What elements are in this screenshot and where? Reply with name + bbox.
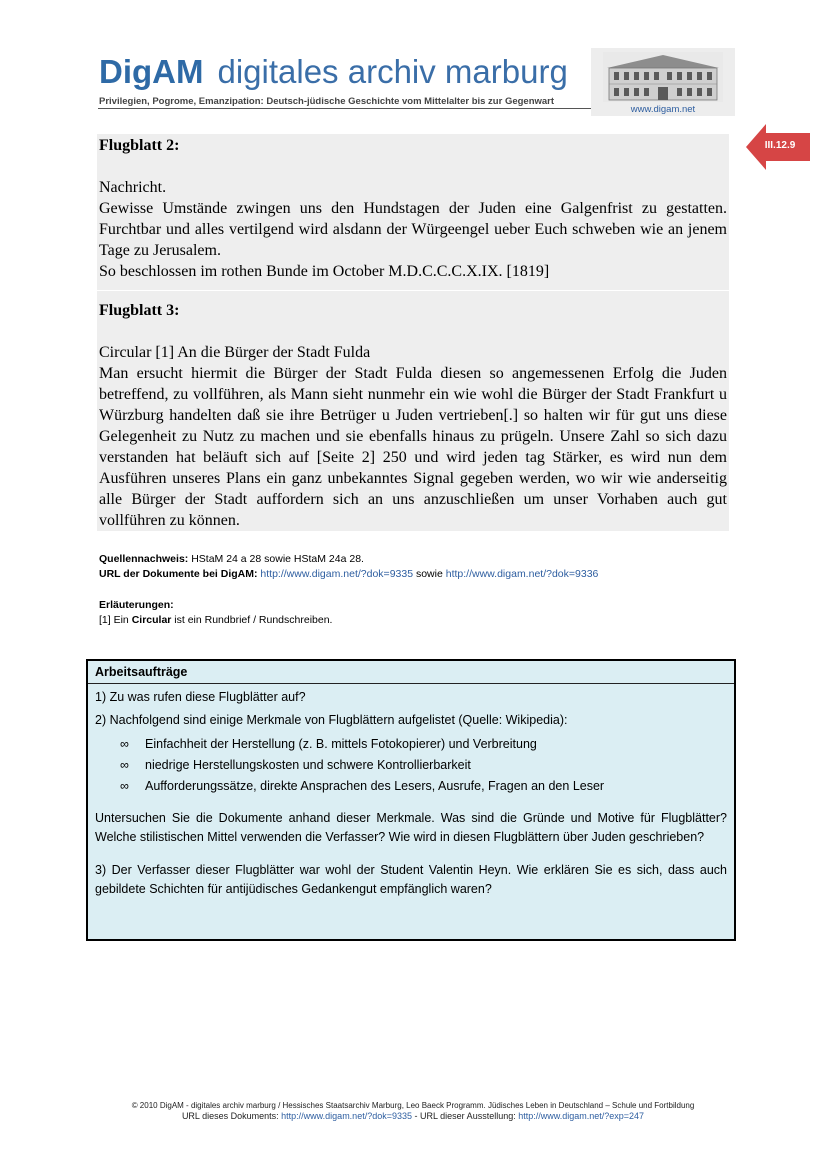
document-link-9336[interactable]: http://www.digam.net/?dok=9336	[445, 568, 599, 580]
explanations	[99, 598, 332, 628]
site-brand	[99, 52, 568, 92]
flugblatt3-line: Circular [1] An die Bürger der Stadt Fulda	[97, 342, 729, 363]
footer-exhibition-link[interactable]: http://www.digam.net/?exp=247	[518, 1111, 645, 1121]
task-1: 1) Zu was rufen diese Flugblätter auf?	[95, 690, 306, 704]
flugblatt3-line: Man ersucht hiermit die Bürger der Stadt Fulda diesen so angemessenen Erfolg die Juden betreffend, zu vollführen, als Mann sieht nunmehr ein wie wohl die Bürger der Stadt Frankfurt u Würzburg handelten daß sie ihre Betrüger u Juden vertrieben[.] so halten wir für gut uns diese Gelegenheit zu Nutz zu machen und sie ebenfalls hinaus zu prügeln. Unsere Zahl so sich dazu verstanden hat beläuft sich auf [Seite 2] 250 und wird jeden tag Stärker, es wird nun dem Ausführen unseres Plans ein ganz unbekanntes Signal gegeben werden, wo wir wie anderseitig alle Bürger der Stadt auffordern sich an uns anzuschließen um unser Vorhaben auch gut vollführen zu können.	[99, 365, 727, 529]
footer-copyright: © 2010 DigAM - digitales archiv marburg / Hessisches Staatsarchiv Marburg, Leo Baeck Programm. Jüdisches Leben in Deutschland – Schule und Fortbildung	[131, 1101, 695, 1110]
page-footer	[0, 1101, 826, 1121]
task-2: 2) Nachfolgend sind einige Merkmale von Flugblättern aufgelistet (Quelle: Wikipedia):	[95, 713, 568, 727]
footer-urls	[0, 1111, 826, 1121]
spacer	[97, 321, 729, 342]
source-label: Quellennachweis:	[99, 553, 189, 565]
flugblatt2-line: Gewisse Umstände zwingen uns den Hundstagen der Juden eine Galgenfrist zu gestatten. Furchtbar und alles vertilgend wird alsdann der Würgeengel ueber Euch schweben wie an jenem Tage zu Jerusalem.	[99, 200, 727, 259]
explanation-prefix: [1] Ein	[99, 614, 132, 626]
spacer	[97, 291, 729, 299]
flugblatt3-heading: Flugblatt 3:	[97, 299, 729, 321]
explanation-text: ist ein Rundbrief / Rundschreiben.	[171, 614, 333, 626]
feature-list	[95, 734, 727, 797]
infinity-bullet-icon: ∞	[120, 737, 129, 751]
source-text: HStaM 24 a 28 sowie HStaM 24a 28.	[188, 553, 364, 565]
source-text	[97, 134, 729, 531]
explanations-label: Erläuterungen:	[99, 599, 174, 611]
footer-document-link[interactable]: http://www.digam.net/?dok=9335	[281, 1111, 412, 1121]
list-item	[95, 755, 727, 776]
list-item	[95, 734, 727, 755]
source-references	[99, 552, 598, 582]
tasks-title: Arbeitsaufträge	[88, 661, 734, 684]
document-link-9335[interactable]: http://www.digam.net/?dok=9335	[260, 568, 414, 580]
brand-name: DigAM	[99, 53, 204, 90]
spacer	[97, 156, 729, 177]
list-item-text: Aufforderungssätze, direkte Ansprachen des Lesers, Ausrufe, Fragen an den Leser	[145, 779, 605, 793]
list-item-text: Einfachheit der Herstellung (z. B. mittels Fotokopierer) und Verbreitung	[145, 737, 537, 751]
flugblatt2-line: So beschlossen im rothen Bunde im October M.D.C.C.C.X.IX. [1819]	[97, 261, 729, 282]
footer-url-separator: - URL dieser Ausstellung:	[412, 1111, 519, 1121]
url-label: URL der Dokumente bei DigAM:	[99, 568, 258, 580]
tasks-box	[86, 659, 736, 941]
task-3: 3) Der Verfasser dieser Flugblätter war wohl der Student Valentin Heyn. Wie erklären Sie es sich, dass auch gebildete Schichten für antijüdisches Gedankengut empfänglich waren?	[95, 863, 727, 896]
url-separator: sowie	[413, 568, 446, 580]
explanation-term: Circular	[131, 614, 172, 626]
logo-url[interactable]: www.digam.net	[630, 104, 696, 115]
list-item	[95, 776, 727, 797]
flugblatt2-line: Nachricht.	[97, 177, 729, 198]
task-2-instructions: Untersuchen Sie die Dokumente anhand dieser Merkmale. Was sind die Gründe und Motive für Flugblätter? Welche stilistischen Mittel verwenden die Verfasser? Wie wird in diesen Flugblättern über Juden geschrieben?	[95, 811, 727, 844]
section-badge: III.12.9	[764, 140, 796, 151]
archive-logo	[591, 48, 735, 116]
infinity-bullet-icon: ∞	[120, 779, 129, 793]
list-item-text: niedrige Herstellungskosten und schwere Kontrollierbarkeit	[145, 758, 471, 772]
spacer	[97, 282, 729, 290]
site-tagline: Privilegien, Pogrome, Emanzipation: Deutsch-jüdische Geschichte vom Mittelalter bis zur Gegenwart	[99, 96, 555, 107]
infinity-bullet-icon: ∞	[120, 758, 129, 772]
archive-building-icon	[603, 52, 723, 102]
brand-subtitle: digitales archiv marburg	[217, 53, 568, 90]
flugblatt2-heading: Flugblatt 2:	[97, 134, 729, 156]
footer-url-label: URL dieses Dokuments:	[181, 1111, 282, 1121]
header-divider	[98, 108, 592, 109]
